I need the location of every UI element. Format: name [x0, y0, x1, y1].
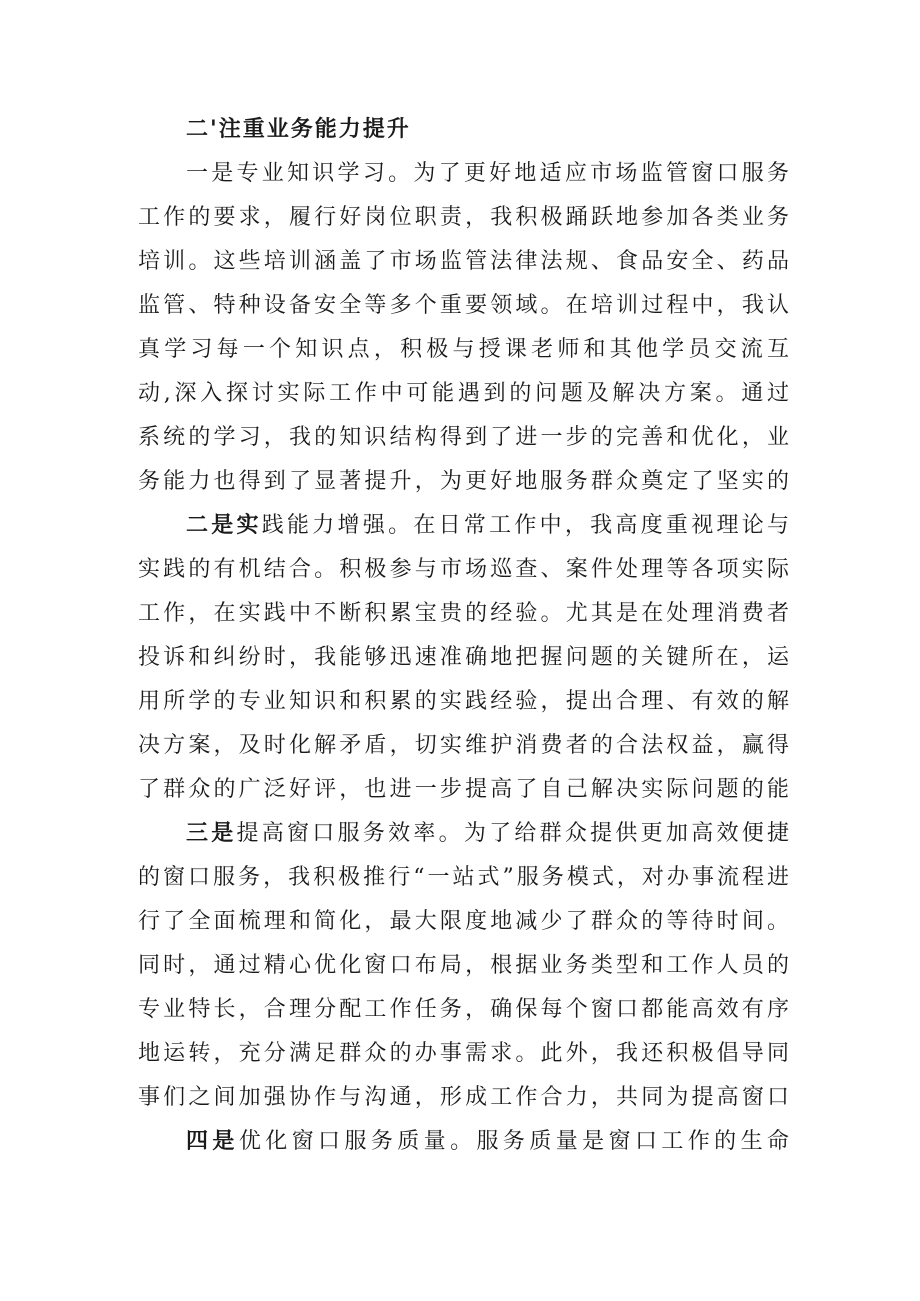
- paragraph-text: 提高窗口服务效率。为了给群众提供更加高效便捷的窗口服务，我积极推行“一站式”服务模式，对办事流程进行了全面梳理和简化，最大限度地减少了群众的等待时间。同时，通过精心优化窗口布局，根据业务类型和工作人员的专业特长，合理分配工作任务，确保每个窗口都能高效有序地运转，充分满足群众的办事需求。此外，我还积极倡导同事们之间加强协作与沟通，形成工作合力，共同为提高窗口: [138, 821, 792, 1110]
- paragraph-service-efficiency: [138, 812, 792, 1120]
- paragraph-lead: 三是: [186, 821, 237, 846]
- paragraph-service-quality: [138, 1120, 792, 1164]
- paragraph-lead: 二是实: [186, 513, 262, 538]
- paragraph-text: 优化窗口服务质量。服务质量是窗口工作的生命: [238, 1129, 792, 1154]
- section-heading: 二'注重业务能力提升: [186, 117, 411, 142]
- paragraph-professional-study: [138, 152, 792, 504]
- paragraph-lead: 四是: [186, 1129, 239, 1154]
- paragraph-text: 一是专业知识学习。为了更好地适应市场监管窗口服务工作的要求，履行好岗位职责，我积极踊跃地参加各类业务培训。这些培训涵盖了市场监管法律法规、食品安全、药品监管、特种设备安全等多个重要领域。在培训过程中，我认真学习每一个知识点，积极与授课老师和其他学员交流互动,深入探讨实际工作中可能遇到的问题及解决方案。通过系统的学习，我的知识结构得到了进一步的完善和优化，业务能力也得到了显著提升，为更好地服务群众奠定了坚实的: [138, 161, 792, 494]
- paragraph-practical-ability: [138, 504, 792, 812]
- paragraph-text: 践能力增强。在日常工作中，我高度重视理论与实践的有机结合。积极参与市场巡查、案件处理等各项实际工作，在实践中不断积累宝贵的经验。尤其是在处理消费者投诉和纠纷时，我能够迅速准确地把握问题的关键所在，运用所学的专业知识和积累的实践经验，提出合理、有效的解决方案，及时化解矛盾，切实维护消费者的合法权益，赢得了群众的广泛好评，也进一步提高了自己解决实际问题的能: [138, 513, 792, 802]
